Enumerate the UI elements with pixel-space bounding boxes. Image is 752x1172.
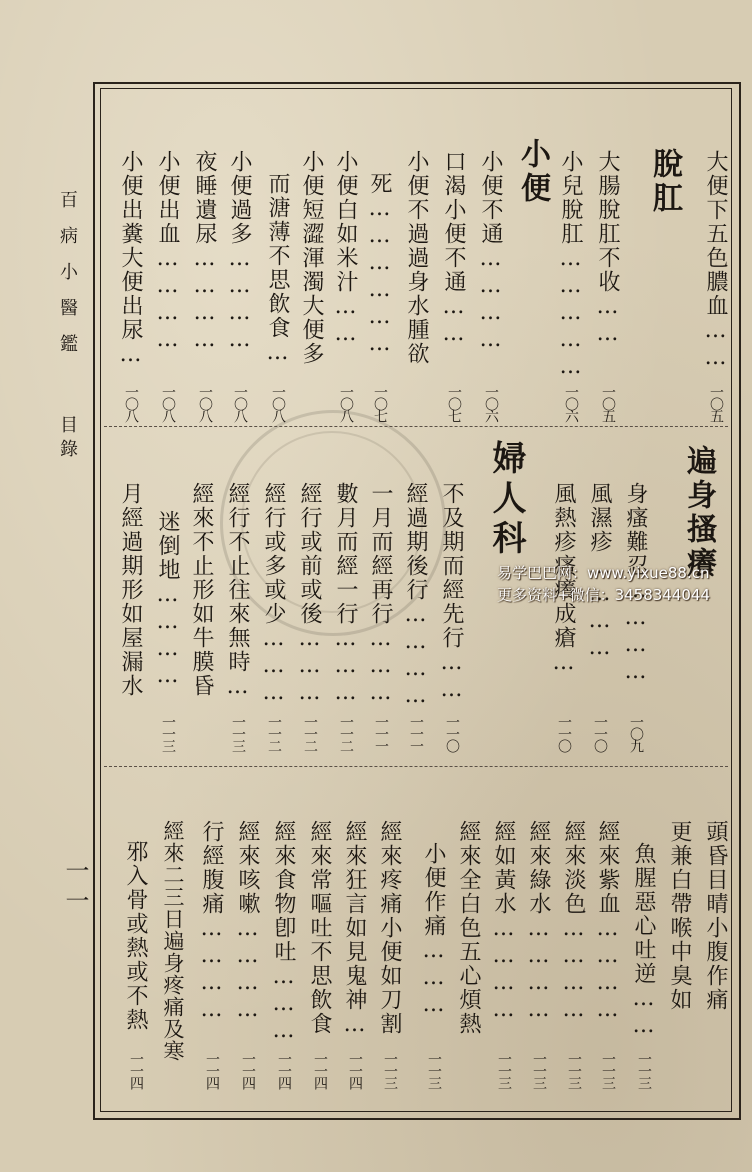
toc-page-ref: 一〇六	[483, 385, 499, 421]
toc-entry: 口渴小便不通……	[441, 150, 466, 348]
toc-page-ref: 一一四	[312, 1052, 328, 1088]
toc-entry: 身瘙難忍…………	[623, 482, 648, 686]
toc-entry: 魚腥惡心吐逆……	[631, 842, 656, 1040]
toc-entry: 大腸脫肛不收……	[595, 150, 620, 348]
toc-page-ref: 一一四	[240, 1052, 256, 1088]
toc-entry: 月經過期形如屋漏水	[118, 482, 143, 698]
toc-page-ref: 一一二	[302, 715, 318, 751]
toc-entry: 經來全白色五心煩熱	[456, 820, 481, 1036]
toc-entry: 經來食物卽吐………	[271, 820, 296, 1045]
toc-page-ref: 一〇八	[338, 385, 354, 421]
toc-entry: 小便出血…………	[155, 150, 180, 354]
book-title: 百病小醫鑑	[57, 190, 78, 370]
toc-page-ref: 一〇八	[270, 385, 286, 421]
toc-entry: 小便短澀渾濁大便多	[299, 150, 324, 366]
toc-page-ref: 一〇七	[372, 385, 388, 421]
section-label: 目錄	[57, 415, 78, 463]
toc-entry: 行經腹痛…………	[199, 820, 224, 1024]
toc-entry: 小便不過過身水腫欲	[404, 150, 429, 366]
toc-page-ref: 一〇八	[123, 385, 139, 421]
toc-entry: 經行或前或後………	[297, 482, 322, 707]
toc-page-ref: 一一二	[338, 715, 354, 751]
toc-entry: 經來綠水…………	[526, 820, 551, 1024]
section-divider-1	[104, 426, 728, 427]
toc-entry: 經行不止往來無時…	[225, 482, 250, 701]
toc-entry: 經來狂言如見鬼神…	[342, 820, 367, 1039]
toc-heading: 婦人科	[486, 440, 526, 560]
toc-entry: 小便出糞大便出尿…	[118, 150, 143, 369]
toc-entry: 更兼白帶喉中臭如	[667, 820, 692, 1012]
toc-entry: 不及期而經先行……	[439, 482, 464, 704]
toc-page-ref: 一一三	[496, 1052, 512, 1088]
toc-page-ref: 一一四	[128, 1052, 144, 1088]
section-divider-2	[104, 766, 728, 767]
toc-entry: 夜睡遺尿…………	[192, 150, 217, 354]
toc-entry: 邪入骨或熱或不熱	[123, 840, 148, 1032]
toc-entry: 小便過多…………	[227, 150, 252, 354]
toc-page-ref: 一一〇	[556, 715, 572, 751]
toc-page-ref: 一一四	[204, 1052, 220, 1088]
toc-heading: 脫肛	[647, 148, 682, 216]
toc-page-ref: 一〇八	[160, 385, 176, 421]
toc-page-ref: 一一〇	[444, 715, 460, 751]
toc-page-ref: 一〇五	[708, 385, 724, 421]
page-number: 一一	[61, 858, 89, 918]
toc-entry: 經來不止形如牛膜昏	[189, 482, 214, 698]
toc-entry: 死………………	[367, 172, 392, 358]
watermark-line-1: 易学巴巴网：www.yixue88.cn	[497, 564, 710, 582]
toc-page-ref: 一〇八	[232, 385, 248, 421]
toc-entry: 小便作痛………	[421, 842, 446, 1019]
toc-page-ref: 一一一	[408, 715, 424, 751]
toc-page-ref: 一〇六	[563, 385, 579, 421]
toc-entry: 小便白如米汁……	[333, 150, 358, 348]
toc-entry: 小兒脫肛……………	[558, 150, 583, 381]
toc-page-ref: 一一三	[636, 1052, 652, 1088]
toc-entry: 風熱疹瘙癢成瘡…	[551, 482, 576, 677]
toc-entry: 迷倒地…………	[155, 510, 180, 690]
toc-entry: 數月而經一行………	[333, 482, 358, 707]
toc-entry: 經來疼痛小便如刀割	[377, 820, 402, 1036]
toc-page-ref: 一一三	[566, 1052, 582, 1088]
toc-page-ref: 一〇七	[446, 385, 462, 421]
watermark	[497, 562, 710, 606]
toc-entry: 小便不通…………	[478, 150, 503, 354]
toc-entry: 經來淡色…………	[561, 820, 586, 1024]
toc-entry: 風濕疹…………	[587, 482, 612, 662]
toc-page-ref: 一〇九	[628, 715, 644, 751]
toc-heading: 小便	[515, 138, 550, 206]
toc-entry: 經來常嘔吐不思飲食	[307, 820, 332, 1036]
toc-page-ref: 一一四	[347, 1052, 363, 1088]
watermark-line-2: 更多资料+微信：3458344044	[497, 586, 711, 604]
toc-page-ref: 一一三	[160, 715, 176, 751]
toc-page-ref: 一一三	[600, 1052, 616, 1088]
toc-page-ref: 一一三	[531, 1052, 547, 1088]
toc-entry: 經來咳嗽…………	[235, 820, 260, 1024]
toc-page-ref: 一一三	[230, 715, 246, 751]
toc-entry: 經過期後行…………	[403, 482, 428, 710]
toc-entry: 大便下五色膿血……	[703, 150, 728, 372]
toc-entry: 經如黃水…………	[491, 820, 516, 1024]
toc-page-ref: 一一一	[373, 715, 389, 751]
toc-page-ref: 一一二	[266, 715, 282, 751]
toc-entry: 一月而經再行………	[368, 482, 393, 707]
toc-entry: 而溏薄不思飲食…	[265, 172, 290, 367]
toc-page-ref: 一〇五	[600, 385, 616, 421]
toc-page-ref: 一一四	[276, 1052, 292, 1088]
toc-page-ref: 一〇八	[197, 385, 213, 421]
toc-page-ref: 一一三	[382, 1052, 398, 1088]
toc-entry: 經來紫血…………	[595, 820, 620, 1024]
toc-page-ref: 一一〇	[592, 715, 608, 751]
toc-entry: 經來二三日遍身疼痛及寒	[161, 820, 185, 1062]
toc-page-ref: 一一三	[426, 1052, 442, 1088]
toc-heading: 遍身搔癢	[681, 445, 716, 581]
toc-entry: 經行或多或少………	[261, 482, 286, 707]
toc-entry: 頭昏目晴小腹作痛	[703, 820, 728, 1012]
